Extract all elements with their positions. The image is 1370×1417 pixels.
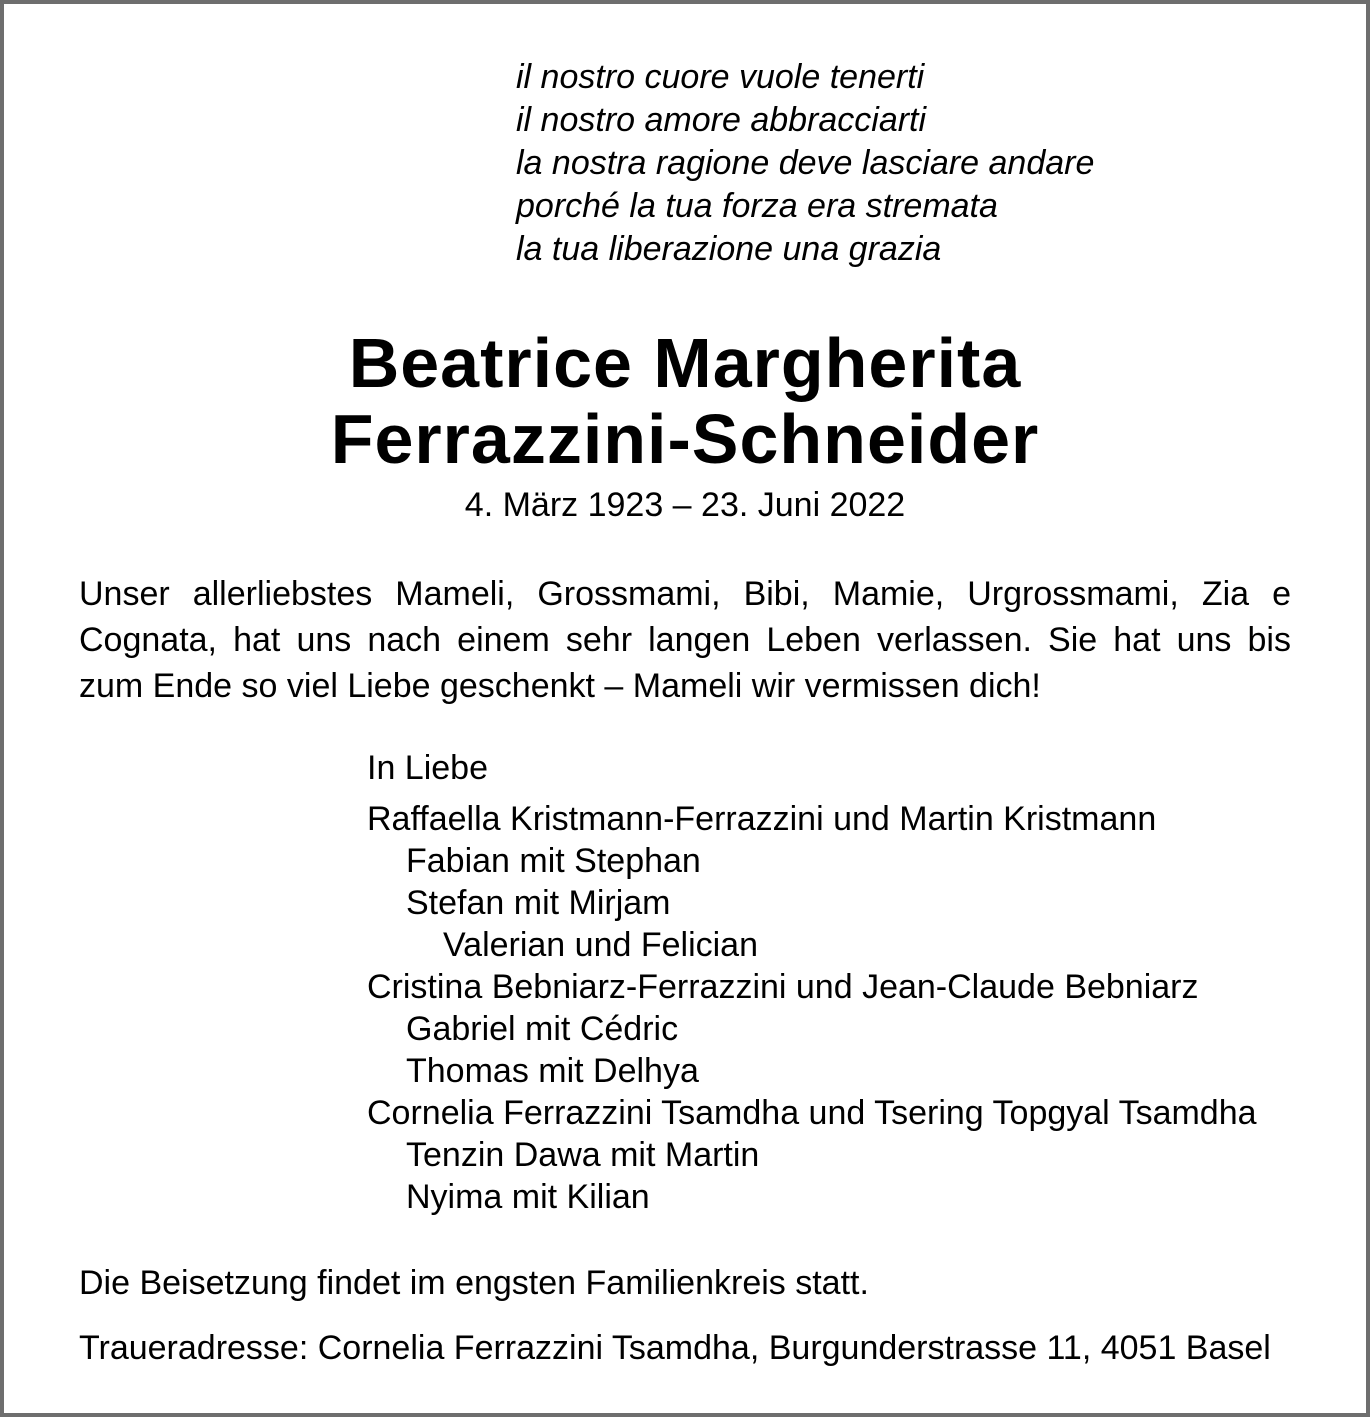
obituary-line: Unser allerliebstes Mameli, Grossmami, Bibi, Mamie, Urgrossmami, Zia e <box>79 575 1291 613</box>
life-dates: 4. März 1923 – 23. Juni 2022 <box>464 486 906 524</box>
family-member-line: Thomas mit Delhya <box>406 1052 699 1090</box>
family-member-line: Fabian mit Stephan <box>406 842 701 880</box>
obituary-line: Cognata, hat uns nach einem sehr langen Leben verlassen. Sie hat uns bis <box>79 621 1291 659</box>
burial-notice: Die Beisetzung findet im engsten Familienkreis statt. <box>79 1264 869 1302</box>
salutation: In Liebe <box>367 749 488 787</box>
poem-line: porché la tua forza era stremata <box>516 187 998 225</box>
memorial-poem <box>516 56 1366 271</box>
poem-line: la nostra ragione deve lasciare andare <box>516 144 1095 182</box>
family-member-line: Cristina Bebniarz-Ferrazzini und Jean-Claude Bebniarz <box>367 968 1199 1006</box>
deceased-name-line-1: Beatrice Margherita <box>348 324 1022 402</box>
family-member-line: Stefan mit Mirjam <box>406 884 671 922</box>
deceased-name <box>4 325 1366 477</box>
family-member-line: Tenzin Dawa mit Martin <box>406 1136 760 1174</box>
family-member-line: Cornelia Ferrazzini Tsamdha und Tsering Topgyal Tsamdha <box>367 1094 1257 1132</box>
family-member-line: Nyima mit Kilian <box>406 1178 650 1216</box>
deceased-name-line-2: Ferrazzini-Schneider <box>330 400 1040 478</box>
obituary-paragraph <box>79 571 1291 709</box>
family-member-line: Raffaella Kristmann-Ferrazzini und Martin Kristmann <box>367 800 1157 838</box>
mourning-address: Traueradresse: Cornelia Ferrazzini Tsamdha, Burgunderstrasse 11, 4051 Basel <box>79 1329 1271 1367</box>
poem-line: la tua liberazione una grazia <box>516 230 942 268</box>
family-list <box>367 798 1366 1218</box>
poem-line: il nostro amore abbracciarti <box>516 101 927 139</box>
family-member-line: Gabriel mit Cédric <box>406 1010 679 1048</box>
family-member-line: Valerian und Felician <box>443 926 758 964</box>
poem-line: il nostro cuore vuole tenerti <box>516 58 925 96</box>
obituary-line: zum Ende so viel Liebe geschenkt – Mameli wir vermissen dich! <box>79 667 1041 705</box>
